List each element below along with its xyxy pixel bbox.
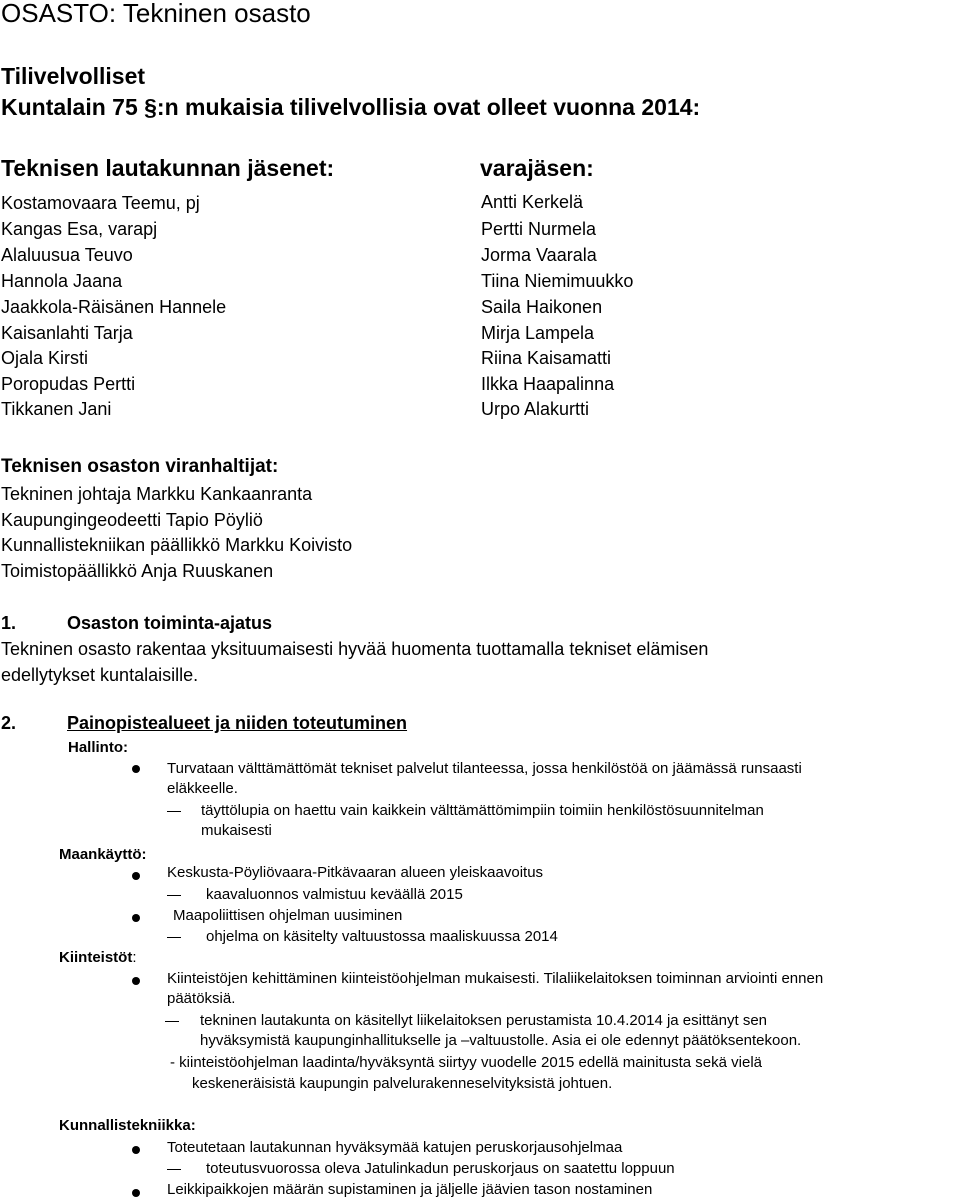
viranhaltija-item: Kaupungingeodeetti Tapio Pöyliö — [1, 510, 263, 530]
kiinteistot-dash1-line1: tekninen lautakunta on käsitellyt liikelaitoksen perustamista 10.4.2014 ja esittänyt sen — [200, 1012, 768, 1029]
hallinto-dash1-line2: mukaisesti — [201, 822, 272, 839]
member-item: Ojala Kirsti — [1, 348, 89, 368]
deputy-item: Riina Kaisamatti — [481, 348, 612, 368]
hallinto-heading: Hallinto: — [68, 739, 128, 756]
kiinteistot-dash2-line1: - kiinteistöohjelman laadinta/hyväksyntä siirtyy vuodelle 2015 edellä mainitusta sekä vielä — [170, 1054, 762, 1071]
member-item: Jaakkola-Räisänen Hannele — [1, 297, 227, 317]
section1-number: 1. — [1, 613, 17, 633]
section1-text-line2: edellytykset kuntalaisille. — [1, 665, 199, 685]
kunnallistekniikka-bullet2: Leikkipaikkojen määrän supistaminen ja jäljelle jäävien tason nostaminen — [167, 1181, 653, 1198]
dash-icon — [165, 1021, 179, 1022]
maankaytto-bullet2: Maapoliittisen ohjelman uusiminen — [173, 907, 403, 924]
viranhaltija-item: Kunnallistekniikan päällikkö Markku Koivisto — [1, 535, 353, 555]
maankaytto-bullet1: Keskusta-Pöyliövaara-Pitkävaaran alueen yleiskaavoitus — [167, 864, 544, 881]
section2-number: 2. — [1, 713, 17, 733]
deputy-item: Pertti Nurmela — [481, 219, 597, 239]
deputy-item: Saila Haikonen — [481, 297, 603, 317]
deputies-heading: varajäsen: — [480, 155, 594, 181]
member-item: Alaluusua Teuvo — [1, 245, 133, 265]
members-heading: Teknisen lautakunnan jäsenet: — [1, 155, 335, 181]
dash-icon — [167, 1169, 181, 1170]
kiinteistot-heading: Kiinteistöt — [59, 949, 133, 966]
bullet-icon — [132, 914, 140, 922]
viranhaltija-item: Toimistopäällikkö Anja Ruuskanen — [1, 561, 274, 581]
deputy-item: Urpo Alakurtti — [481, 399, 590, 419]
deputy-item: Mirja Lampela — [481, 323, 595, 343]
section1-text-line1: Tekninen osasto rakentaa yksituumaisesti hyvää huomenta tuottamalla tekniset elämisen — [1, 639, 709, 659]
kiinteistot-dash1-line2: hyväksymistä kaupunginhallitukselle ja –valtuustolle. Asia ei ole edennyt päätöksentekoon. — [200, 1032, 802, 1049]
kunnallistekniikka-bullet1: Toteutetaan lautakunnan hyväksymää katujen peruskorjausohjelmaa — [167, 1139, 623, 1156]
viranhaltija-item: Tekninen johtaja Markku Kankaanranta — [1, 484, 313, 504]
maankaytto-dash1: kaavaluonnos valmistuu keväällä 2015 — [206, 886, 463, 903]
kiinteistot-heading-colon: : — [132, 949, 137, 966]
kuntalaki-heading: Kuntalain 75 §:n mukaisia tilivelvollisia ovat olleet vuonna 2014: — [1, 94, 701, 120]
dash-icon — [167, 895, 181, 896]
maankaytto-heading: Maankäyttö: — [59, 846, 147, 863]
bullet-icon — [132, 1146, 140, 1154]
deputy-item: Tiina Niemimuukko — [481, 271, 634, 291]
member-item: Kaisanlahti Tarja — [1, 323, 133, 343]
kiinteistot-dash2-line2: keskeneräisistä kaupungin palvelurakenneselvityksistä johtuen. — [192, 1075, 613, 1092]
bullet-icon — [132, 765, 140, 773]
dash-icon — [167, 937, 181, 938]
hallinto-dash1-line1: täyttölupia on haettu vain kaikkein välttämättömimpiin toimiin henkilöstösuunnitelman — [201, 802, 764, 819]
deputy-item: Antti Kerkelä — [481, 192, 584, 212]
bullet-icon — [132, 872, 140, 880]
member-item: Kostamovaara Teemu, pj — [1, 193, 200, 213]
kunnallistekniikka-heading: Kunnallistekniikka: — [59, 1117, 196, 1134]
bullet-icon — [132, 977, 140, 985]
member-item: Kangas Esa, varapj — [1, 219, 158, 239]
hallinto-bullet1-line2: eläkkeelle. — [167, 780, 238, 797]
dash-icon — [167, 811, 181, 812]
kiinteistot-bullet1-line1: Kiinteistöjen kehittäminen kiinteistöohjelman mukaisesti. Tilaliikelaitoksen toiminnan arviointi ennen — [167, 970, 824, 987]
kiinteistot-heading-wrap — [59, 949, 137, 966]
tilivelvolliset-heading: Tilivelvolliset — [1, 63, 146, 89]
kiinteistot-bullet1-line2: päätöksiä. — [167, 990, 236, 1007]
hallinto-bullet1-line1: Turvataan välttämättömät tekniset palvelut tilanteessa, jossa henkilöstöä on jäämässä runsaasti — [167, 760, 802, 777]
viranhaltijat-heading: Teknisen osaston viranhaltijat: — [1, 456, 279, 477]
deputy-item: Ilkka Haapalinna — [481, 374, 615, 394]
bullet-icon — [132, 1189, 140, 1197]
page-title: OSASTO: Tekninen osasto — [1, 0, 311, 28]
member-item: Hannola Jaana — [1, 271, 123, 291]
deputy-item: Jorma Vaarala — [481, 245, 597, 265]
member-item: Poropudas Pertti — [1, 374, 136, 394]
maankaytto-dash2: ohjelma on käsitelty valtuustossa maaliskuussa 2014 — [206, 928, 558, 945]
section2-title: Painopistealueet ja niiden toteutuminen — [67, 713, 408, 733]
kunnallistekniikka-dash1: toteutusvuorossa oleva Jatulinkadun peruskorjaus on saatettu loppuun — [206, 1160, 675, 1177]
section1-title: Osaston toiminta-ajatus — [67, 613, 273, 633]
member-item: Tikkanen Jani — [1, 399, 112, 419]
